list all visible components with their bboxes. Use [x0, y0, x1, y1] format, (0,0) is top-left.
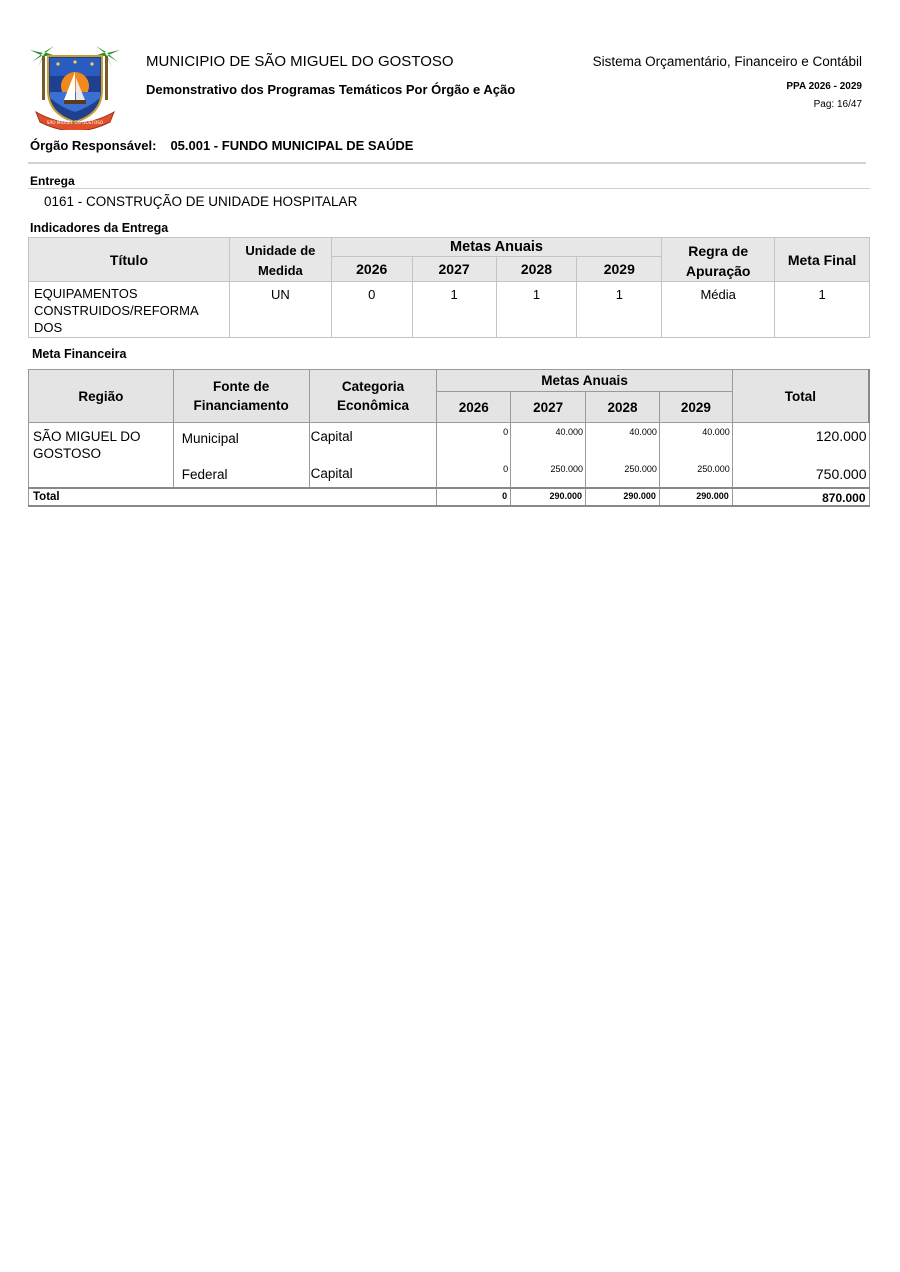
meta-value: 40.000 [659, 423, 732, 460]
meta-value: 40.000 [511, 423, 586, 460]
total-label: Total [29, 488, 437, 506]
col-year: 2026 [437, 392, 511, 423]
meta-financeira-table [28, 369, 870, 507]
meta-value: 250.000 [586, 460, 660, 488]
titulo-line: EQUIPAMENTOS [34, 286, 138, 301]
total-value: 120.000 [732, 423, 869, 460]
divider [28, 188, 870, 189]
shield-icon [48, 56, 102, 122]
total-meta-value: 290.000 [586, 488, 660, 506]
table-row [29, 423, 870, 460]
categoria-cell: Capital [309, 460, 437, 488]
col-year: 2028 [496, 257, 577, 282]
regiao-line: GOSTOSO [33, 446, 102, 461]
grand-total-value: 870.000 [732, 488, 869, 506]
indicador-meta: 1 [496, 282, 577, 338]
col-total: Total [732, 370, 869, 423]
meta-value: 0 [437, 423, 511, 460]
col-metas-anuais: Metas Anuais [437, 370, 732, 392]
titulo-line: DOS [34, 320, 63, 335]
orgao-responsavel [30, 138, 413, 153]
col-year: 2028 [586, 392, 660, 423]
col-fonte: Fonte de Financiamento [173, 370, 309, 423]
total-meta-value: 290.000 [659, 488, 732, 506]
indicador-regra: Média [662, 282, 775, 338]
titulo-line: CONSTRUIDOS/REFORMA [34, 303, 199, 318]
municipality-name: MUNICIPIO DE SÃO MIGUEL DO GOSTOSO [146, 53, 454, 70]
table-row [29, 282, 870, 338]
meta-value: 0 [437, 460, 511, 488]
report-title: Demonstrativo dos Programas Temáticos Por Órgão e Ação [146, 82, 516, 97]
total-meta-value: 0 [437, 488, 511, 506]
col-regiao: Região [29, 370, 174, 423]
col-year: 2029 [577, 257, 662, 282]
orgao-label: Órgão Responsável: [30, 138, 157, 153]
fonte-cell: Municipal [173, 423, 309, 460]
entrega-value: 0161 - CONSTRUÇÃO DE UNIDADE HOSPITALAR [44, 194, 358, 209]
col-unidade: Unidade de Medida [229, 238, 331, 282]
regiao-cell [29, 423, 174, 488]
divider [28, 162, 866, 164]
col-titulo: Título [29, 238, 230, 282]
meta-value: 250.000 [511, 460, 586, 488]
indicadores-label: Indicadores da Entrega [30, 221, 169, 235]
col-year: 2027 [511, 392, 586, 423]
orgao-value: 05.001 - FUNDO MUNICIPAL DE SAÚDE [170, 138, 414, 153]
ppa-period: PPA 2026 - 2029 [786, 81, 862, 92]
col-categoria: Categoria Econômica [309, 370, 437, 423]
col-meta-final: Meta Final [775, 238, 870, 282]
indicadores-table [28, 237, 870, 338]
fonte-cell: Federal [173, 460, 309, 488]
col-metas-anuais: Metas Anuais [331, 238, 661, 257]
indicador-meta: 1 [577, 282, 662, 338]
page-number: Pag: 16/47 [813, 99, 862, 110]
svg-text:SÃO MIGUEL DO GOSTOSO: SÃO MIGUEL DO GOSTOSO [46, 120, 104, 125]
entrega-label: Entrega [30, 174, 75, 188]
indicador-meta-final: 1 [775, 282, 870, 338]
municipal-coat-of-arms-logo [28, 42, 122, 130]
indicador-meta: 1 [412, 282, 496, 338]
total-value: 750.000 [732, 460, 869, 488]
meta-value: 40.000 [586, 423, 660, 460]
total-meta-value: 290.000 [511, 488, 586, 506]
indicador-titulo [29, 282, 230, 338]
total-row [29, 488, 870, 506]
col-year: 2027 [412, 257, 496, 282]
indicador-unidade: UN [229, 282, 331, 338]
col-regra: Regra de Apuração [662, 238, 775, 282]
meta-financeira-label: Meta Financeira [32, 347, 127, 361]
system-name: Sistema Orçamentário, Financeiro e Contábil [592, 54, 862, 69]
meta-value: 250.000 [659, 460, 732, 488]
regiao-line: SÃO MIGUEL DO [33, 429, 141, 444]
categoria-cell: Capital [309, 423, 437, 460]
col-year: 2026 [331, 257, 412, 282]
indicador-meta: 0 [331, 282, 412, 338]
col-year: 2029 [659, 392, 732, 423]
